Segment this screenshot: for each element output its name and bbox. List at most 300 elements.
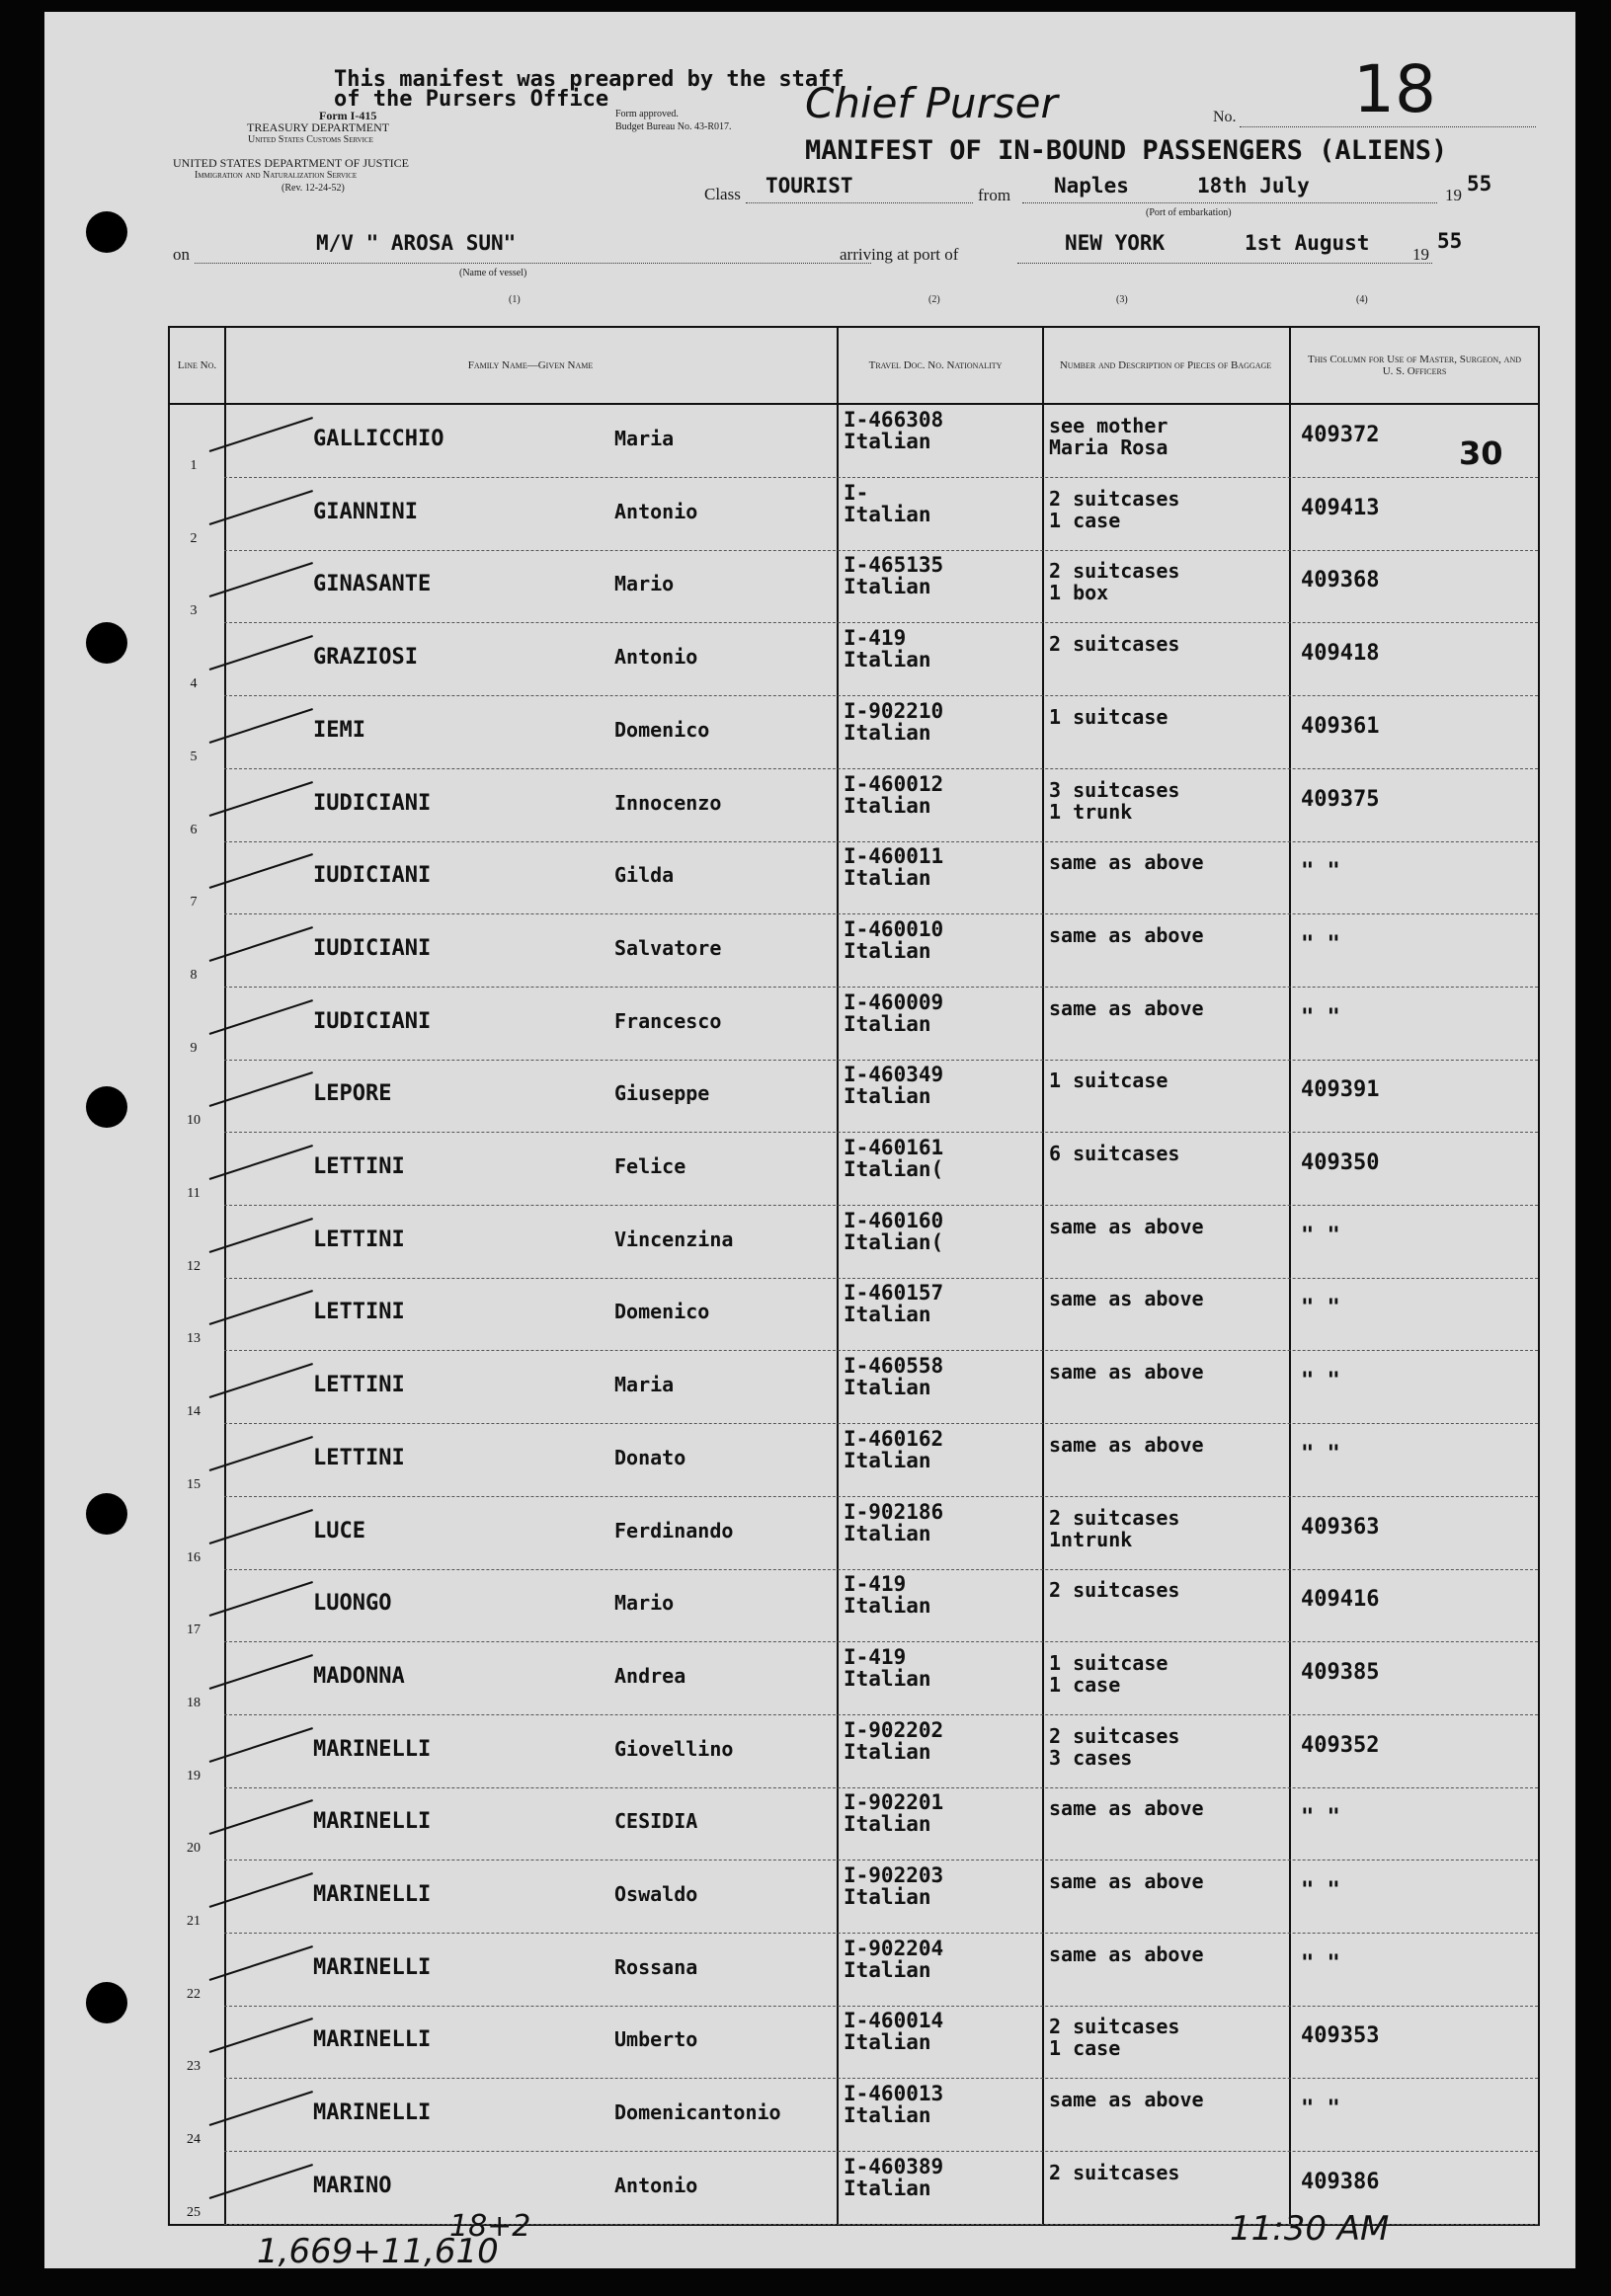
family-name: LUCE [313,1518,365,1544]
travel-doc-cell [844,1791,943,1835]
family-name: LETTINI [313,1373,405,1398]
justice-dept: UNITED STATES DEPARTMENT OF JUSTICE [173,156,410,170]
officer-number: 409353 [1301,2023,1380,2049]
baggage-line-2: 3 cases [1049,1745,1133,1770]
line-number: 9 [190,1040,198,1056]
travel-doc-number: I-460010 [844,916,944,941]
given-name: Oswaldo [614,1882,698,1906]
check-mark [209,417,313,452]
officer-number: 409350 [1301,1150,1380,1175]
line-number: 16 [187,1549,201,1565]
officer-number: 409391 [1301,1077,1380,1103]
from-value: Naples [1054,174,1129,198]
col-num-3: (3) [1116,294,1128,305]
line-number: 22 [187,1986,201,2002]
nationality: Italian [844,1594,931,1619]
nationality: Italian [844,1885,931,1909]
handwritten-bottom-left-1: 18+2 [449,2209,531,2244]
table-row [170,623,1538,696]
check-mark [209,2018,313,2053]
travel-doc-number: I-419 [844,1572,907,1597]
line-number: 25 [187,2204,201,2220]
travel-doc-cell [844,1355,943,1398]
baggage-line-2: 1 trunk [1049,799,1133,824]
travel-doc-cell [844,773,943,817]
check-mark [209,2091,313,2126]
baggage-cell [1049,1216,1204,1237]
manifest-title: MANIFEST OF IN-BOUND PASSENGERS (ALIENS) [805,135,1448,166]
baggage-line-1: 2 suitcases [1049,1505,1180,1530]
family-name: IEMI [313,717,365,743]
table-row [170,914,1538,988]
handwritten-chief-purser: Chief Purser [805,79,1058,127]
officer-number: 409352 [1301,1732,1380,1758]
port-caption: (Port of embarkation) [1146,207,1232,218]
officer-number: " " [1301,859,1340,885]
travel-doc-cell [844,482,931,525]
family-name: LETTINI [313,1227,405,1252]
officer-number: 409385 [1301,1659,1380,1685]
family-name: IUDICIANI [313,1008,432,1034]
revision: (Rev. 12-24-52) [282,183,345,194]
family-name: GRAZIOSI [313,645,418,671]
table-row [170,405,1538,478]
baggage-cell [1049,1797,1204,1819]
from-label: from [978,186,1011,204]
baggage-cell [1049,1507,1179,1550]
travel-doc-number: I- [844,480,869,505]
handwritten-page-number: 18 [1353,51,1436,127]
line-number: 23 [187,2059,201,2075]
table-row [170,1861,1538,1934]
officer-number: 409375 [1301,786,1380,812]
travel-doc-cell [844,991,943,1035]
class-line [746,202,973,203]
travel-doc-cell [844,1501,943,1544]
baggage-cell [1049,1288,1204,1309]
col-num-1: (1) [509,294,521,305]
nationality: Italian [844,1084,931,1109]
officer-number: " " [1301,1223,1340,1248]
officer-number: " " [1301,2097,1340,2122]
given-name: Umberto [614,2027,698,2052]
table-row [170,478,1538,551]
nationality: Italian [844,2176,931,2200]
ins-service: Immigration and Naturalization Service [195,170,358,181]
nationality: Italian [844,1957,931,1982]
prepared-note-line2: of the Pursers Office [334,87,609,112]
nationality: Italian [844,1739,931,1764]
from-line [1022,202,1437,203]
check-mark [209,1436,313,1471]
line-number: 19 [187,1768,201,1783]
baggage-line-2: Maria Rosa [1049,435,1168,459]
departure-date: 18th July [1197,174,1310,198]
family-name: MARINELLI [313,1882,432,1907]
baggage-line-1: same as above [1049,1869,1204,1893]
officer-number: " " [1301,1004,1340,1030]
travel-doc-number: I-902201 [844,1790,944,1815]
line-number: 5 [190,749,198,764]
on-label: on [173,245,190,264]
manifest-no-label: No. [1213,109,1237,125]
table-row [170,1497,1538,1570]
baggage-line-2: 1 box [1049,581,1109,605]
binder-hole [86,1982,127,2023]
check-mark [209,635,313,671]
line-number: 18 [187,1695,201,1710]
travel-doc-number: I-460162 [844,1426,944,1451]
check-mark [209,490,313,525]
travel-doc-cell [844,627,931,671]
given-name: Domenico [614,717,710,742]
binder-hole [86,1493,127,1535]
manifest-page [44,12,1575,2271]
line-number: 12 [187,1258,201,1274]
baggage-cell [1049,1943,1204,1965]
family-name: IUDICIANI [313,790,432,816]
arrival-line [1017,263,1432,264]
line-number: 24 [187,2132,201,2148]
table-row [170,1278,1538,1351]
baggage-line-1: 1 suitcase [1049,704,1168,729]
travel-doc-number: I-460011 [844,844,944,869]
nationality: Italian [844,793,931,818]
binder-hole [86,622,127,664]
line-number: 15 [187,1476,201,1492]
baggage-cell [1049,2162,1179,2183]
baggage-cell [1049,1870,1204,1892]
officer-number: " " [1301,1369,1340,1394]
line-number: 7 [190,895,198,910]
travel-doc-number: I-460558 [844,1354,944,1379]
baggage-cell [1049,779,1179,823]
check-mark [209,1290,313,1325]
baggage-cell [1049,1434,1204,1456]
col-baggage: Number and Description of Pieces of Baggage [1059,359,1272,371]
travel-doc-number: I-460160 [844,1208,944,1232]
officer-number: " " [1301,1805,1340,1831]
check-mark [209,999,313,1035]
handwritten-bottom-left-2: 1,669+11,610 [257,2232,499,2271]
nationality: Italian [844,575,931,599]
class-value: TOURIST [765,174,853,198]
travel-doc-cell [844,1646,931,1690]
table-row [170,988,1538,1061]
family-name: GALLICCHIO [313,427,444,451]
col-num-2: (2) [928,294,940,305]
travel-doc-number: I-902204 [844,1936,944,1960]
table-row [170,1934,1538,2007]
baggage-line-1: same as above [1049,995,1204,1020]
family-name: MARINELLI [313,1736,432,1762]
travel-doc-number: I-902202 [844,1717,944,1742]
given-name: Antonio [614,499,698,523]
baggage-line-1: 1 suitcase [1049,1069,1168,1093]
check-mark [209,1071,313,1107]
travel-doc-cell [844,700,943,744]
officer-number: " " [1301,1950,1340,1976]
officer-number: 409416 [1301,1587,1380,1613]
travel-doc-cell [844,845,943,889]
baggage-line-1: see mother [1049,414,1168,437]
baggage-cell [1049,924,1204,946]
travel-doc-number: I-460009 [844,990,944,1014]
line-number: 11 [187,1186,201,1201]
arriving-label: arriving at port of [840,245,959,264]
family-name: LETTINI [313,1154,405,1179]
table-row [170,1787,1538,1861]
family-name: GINASANTE [313,572,432,597]
given-name: Gilda [614,863,675,888]
col-num-4: (4) [1356,294,1368,305]
check-mark [209,853,313,889]
travel-doc-cell [844,1137,943,1180]
officer-number: 409386 [1301,2169,1380,2194]
binder-hole [86,211,127,253]
travel-doc-cell [844,2156,943,2199]
vessel-name: M/V " AROSA SUN" [316,231,517,255]
check-mark [209,1509,313,1544]
travel-doc-cell [844,1428,943,1471]
check-mark [209,781,313,817]
check-mark [209,926,313,962]
table-row [170,550,1538,623]
baggage-line-1: 6 suitcases [1049,1142,1180,1165]
family-name: MARINELLI [313,2100,432,2126]
travel-doc-number: I-460157 [844,1281,944,1306]
baggage-line-2: 1ntrunk [1049,1527,1133,1551]
travel-doc-cell [844,1573,931,1617]
line-number: 8 [190,967,198,983]
table-row [170,1642,1538,1715]
travel-doc-number: I-419 [844,1644,907,1669]
table-row [170,2079,1538,2152]
table-row [170,2006,1538,2079]
nationality: Italian [844,648,931,673]
baggage-line-1: 2 suitcases [1049,632,1180,657]
nationality: Italian [844,2030,931,2055]
baggage-cell [1049,560,1179,603]
family-name: MARINELLI [313,2027,432,2053]
baggage-line-1: same as above [1049,1432,1204,1457]
travel-doc-number: I-419 [844,626,907,651]
baggage-line-1: 2 suitcases [1049,2160,1180,2184]
officer-number: 409368 [1301,568,1380,594]
baggage-cell [1049,1579,1179,1601]
baggage-cell [1049,2089,1204,2110]
travel-doc-number: I-465135 [844,553,944,578]
table-row [170,1351,1538,1424]
baggage-cell [1049,997,1204,1019]
col-line-no: Line No. [177,359,217,371]
travel-doc-number: I-460014 [844,2009,944,2033]
arrive-year-prefix: 19 [1412,245,1429,264]
given-name: Vincenzina [614,1227,734,1251]
arrival-date: 1st August [1245,231,1370,255]
given-name: Francesco [614,1008,722,1033]
table-row [170,1206,1538,1279]
table-row [170,1060,1538,1133]
given-name: CESIDIA [614,1809,698,1834]
family-name: IUDICIANI [313,863,432,889]
nationality: Italian [844,1666,931,1691]
line-number: 17 [187,1623,201,1638]
baggage-line-1: 2 suitcases [1049,559,1180,584]
family-name: LUONGO [313,1591,392,1617]
line-number: 1 [190,458,198,473]
check-mark [209,2164,313,2199]
baggage-cell [1049,415,1168,458]
baggage-line-1: same as above [1049,850,1204,875]
col-name: Family Name—Given Name [467,359,594,371]
arrive-year: 55 [1437,229,1463,253]
nationality: Italian( [844,1157,944,1181]
passenger-table [168,326,1540,2226]
col-travel-doc: Travel Doc. No. Nationality [868,359,1003,371]
travel-doc-cell [844,1064,943,1107]
family-name: LETTINI [313,1445,405,1470]
travel-doc-number: I-466308 [844,408,944,432]
travel-doc-cell [844,918,943,962]
nationality: Italian [844,720,931,745]
travel-doc-number: I-460013 [844,2082,944,2106]
baggage-cell [1049,1652,1168,1696]
given-name: Salvatore [614,935,722,960]
officer-number: 409418 [1301,641,1380,667]
travel-doc-cell [844,2083,943,2126]
baggage-line-1: same as above [1049,1941,1204,1966]
check-mark [209,1727,313,1763]
line-number: 10 [187,1113,201,1129]
given-name: Maria [614,427,675,450]
table-row [170,1424,1538,1497]
travel-doc-cell [844,409,943,452]
family-name: LEPORE [313,1081,392,1107]
baggage-line-1: 2 suitcases [1049,2015,1180,2039]
line-number: 3 [190,603,198,619]
travel-doc-number: I-902203 [844,1863,944,1887]
travel-doc-cell [844,1210,943,1253]
family-name: MARINELLI [313,1809,432,1835]
baggage-cell [1049,851,1204,873]
line-number: 14 [187,1404,201,1420]
baggage-line-1: 1 suitcase [1049,1650,1168,1675]
officer-number: " " [1301,1441,1340,1466]
given-name: Mario [614,572,675,596]
year-prefix: 19 [1445,186,1462,204]
vessel-caption: (Name of vessel) [459,268,527,278]
customs-service: United States Customs Service [248,134,373,145]
baggage-line-1: same as above [1049,1796,1204,1821]
line-number: 2 [190,530,198,546]
check-mark [209,562,313,597]
baggage-line-1: same as above [1049,1214,1204,1238]
check-mark [209,1363,313,1398]
given-name: Innocenzo [614,790,722,815]
baggage-line-1: 2 suitcases [1049,1723,1180,1748]
baggage-line-2: 1 case [1049,2036,1121,2061]
travel-doc-cell [844,554,943,597]
check-mark [209,708,313,744]
table-row [170,1715,1538,1788]
given-name: Donato [614,1445,686,1469]
table-row [170,1569,1538,1642]
travel-doc-cell [844,1938,943,1981]
form-number: Form I-415 [319,109,377,122]
nationality: Italian [844,1011,931,1036]
family-name: MADONNA [313,1663,405,1689]
prepared-note-line1: This manifest was preapred by the staff [334,67,845,92]
table-row [170,841,1538,914]
given-name: Andrea [614,1663,686,1688]
given-name: Antonio [614,645,698,670]
officer-number: " " [1301,931,1340,957]
family-name: LETTINI [313,1300,405,1325]
baggage-line-1: same as above [1049,1360,1204,1385]
baggage-line-1: 2 suitcases [1049,1578,1180,1603]
travel-doc-cell [844,1282,943,1325]
vessel-line [195,263,871,264]
line-number: 6 [190,822,198,837]
binder-hole [86,1086,127,1128]
officer-number: 409361 [1301,713,1380,739]
baggage-line-1: same as above [1049,2088,1204,2112]
travel-doc-number: I-460389 [844,2154,944,2178]
baggage-line-1: 2 suitcases [1049,486,1180,511]
baggage-line-2: 1 case [1049,508,1121,532]
family-name: GIANNINI [313,499,418,524]
baggage-line-1: same as above [1049,922,1204,947]
given-name: Antonio [614,2173,698,2197]
nationality: Italian [844,866,931,891]
family-name: IUDICIANI [313,935,432,961]
treasury-dept: TREASURY DEPARTMENT [247,120,390,134]
travel-doc-number: I-460161 [844,1136,944,1159]
travel-doc-number: I-460349 [844,1063,944,1087]
line-number: 13 [187,1331,201,1347]
baggage-cell [1049,1143,1179,1164]
given-name: Felice [614,1154,686,1178]
nationality: Italian( [844,1229,944,1254]
officer-number: " " [1301,1296,1340,1321]
family-name: MARINELLI [313,1954,432,1980]
check-mark [209,1218,313,1253]
col-officers: This Column for Use of Master, Surgeon, and U. S. Officers [1308,354,1521,377]
nationality: Italian [844,430,931,453]
table-row [170,696,1538,769]
nationality: Italian [844,502,931,526]
check-mark [209,1872,313,1908]
table-row [170,769,1538,842]
nationality: Italian [844,1376,931,1400]
nationality: Italian [844,1812,931,1837]
table-row [170,1133,1538,1206]
check-mark [209,1799,313,1835]
line-number: 21 [187,1914,201,1929]
baggage-line-1: 3 suitcases [1049,777,1180,802]
nationality: Italian [844,1303,931,1327]
travel-doc-number: I-902210 [844,698,944,723]
arrival-port: NEW YORK [1065,231,1166,255]
nationality: Italian [844,1521,931,1545]
nationality: Italian [844,1448,931,1472]
travel-doc-cell [844,1719,943,1763]
line-number: 20 [187,1841,201,1857]
given-name: Rossana [614,1954,698,1979]
class-label: Class [704,185,741,203]
check-mark [209,1945,313,1981]
